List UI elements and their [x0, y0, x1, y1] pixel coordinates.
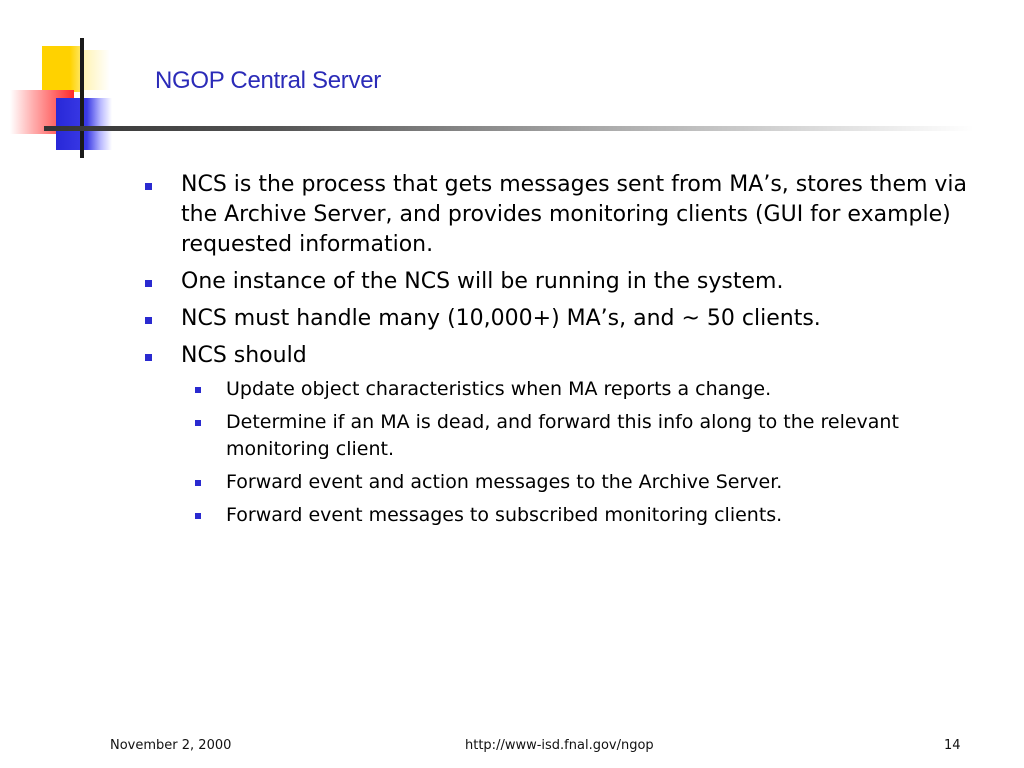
bullet-item: [140, 341, 1000, 529]
title-divider: [44, 126, 974, 131]
logo-vertical-line: [80, 38, 84, 158]
bullet-list: [140, 170, 1000, 529]
slide-content: [140, 170, 1000, 536]
sub-bullet-text: Determine if an MA is dead, and forward this info along to the relevant monitoring client.: [226, 411, 899, 460]
bullet-item: [140, 267, 1000, 297]
bullet-text: One instance of the NCS will be running in the system.: [181, 269, 784, 294]
logo-yellow-fade: [82, 50, 110, 90]
logo-blue-square: [56, 98, 112, 150]
bullet-text: NCS should: [181, 343, 307, 368]
bullet-item: [140, 170, 1000, 260]
logo-yellow-square: [42, 46, 82, 92]
bullet-item: [140, 304, 1000, 334]
sub-bullet-item: [181, 409, 1000, 463]
sub-bullet-item: [181, 502, 1000, 529]
slide-title: NGOP Central Server: [155, 67, 381, 94]
bullet-text: NCS is the process that gets messages sent from MA’s, stores them via the Archive Server, and provides monitoring clients (GUI for example) requested information.: [181, 172, 968, 257]
sub-bullet-list: [181, 376, 1000, 529]
sub-bullet-text: Update object characteristics when MA reports a change.: [226, 378, 772, 400]
footer-page-number: 14: [944, 738, 961, 753]
footer-date: November 2, 2000: [110, 738, 232, 753]
sub-bullet-text: Forward event and action messages to the Archive Server.: [226, 471, 783, 493]
bullet-text: NCS must handle many (10,000+) MA’s, and ~ 50 clients.: [181, 306, 821, 331]
slide-logo: [0, 0, 140, 160]
sub-bullet-text: Forward event messages to subscribed monitoring clients.: [226, 504, 783, 526]
footer-url: http://www-isd.fnal.gov/ngop: [465, 738, 654, 753]
sub-bullet-item: [181, 469, 1000, 496]
sub-bullet-item: [181, 376, 1000, 403]
